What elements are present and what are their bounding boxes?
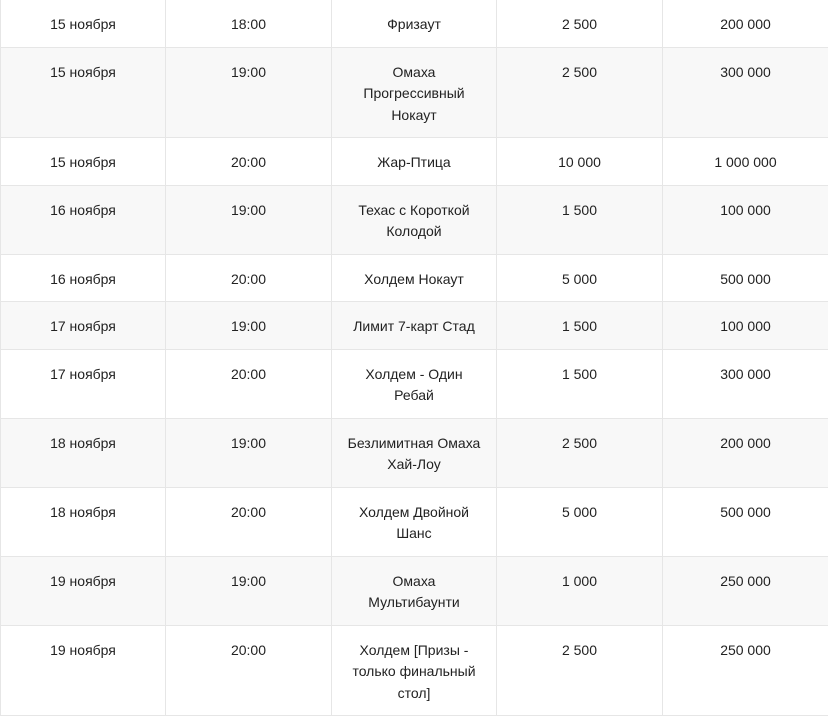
buyin-cell: 1 000	[497, 556, 663, 625]
date-cell: 15 ноября	[1, 138, 166, 186]
time-cell: 20:00	[166, 349, 332, 418]
table-row	[1, 185, 828, 254]
prize-pool-cell: 1 000 000	[663, 138, 828, 186]
buyin-cell: 1 500	[497, 349, 663, 418]
schedule-table-body	[1, 0, 828, 716]
date-cell: 19 ноября	[1, 625, 166, 716]
tournament-name-cell: Холдем Двойной Шанс	[332, 487, 497, 556]
buyin-cell: 10 000	[497, 138, 663, 186]
prize-pool-cell: 300 000	[663, 47, 828, 138]
tournament-name-cell: Техас с Короткой Колодой	[332, 185, 497, 254]
table-row	[1, 349, 828, 418]
tournament-name-cell: Безлимитная Омаха Хай-Лоу	[332, 418, 497, 487]
date-cell: 18 ноября	[1, 487, 166, 556]
date-cell: 17 ноября	[1, 302, 166, 350]
prize-pool-cell: 200 000	[663, 0, 828, 47]
time-cell: 18:00	[166, 0, 332, 47]
table-row	[1, 625, 828, 716]
tournament-name-cell: Холдем - Один Ребай	[332, 349, 497, 418]
date-cell: 18 ноября	[1, 418, 166, 487]
buyin-cell: 2 500	[497, 0, 663, 47]
time-cell: 19:00	[166, 418, 332, 487]
tournament-name-cell: Жар-Птица	[332, 138, 497, 186]
date-cell: 16 ноября	[1, 185, 166, 254]
prize-pool-cell: 100 000	[663, 302, 828, 350]
table-row	[1, 556, 828, 625]
date-cell: 19 ноября	[1, 556, 166, 625]
date-cell: 16 ноября	[1, 254, 166, 302]
buyin-cell: 5 000	[497, 487, 663, 556]
buyin-cell: 2 500	[497, 418, 663, 487]
prize-pool-cell: 250 000	[663, 556, 828, 625]
prize-pool-cell: 500 000	[663, 254, 828, 302]
table-row	[1, 302, 828, 350]
tournament-name-cell: Омаха Прогрессивный Нокаут	[332, 47, 497, 138]
date-cell: 15 ноября	[1, 0, 166, 47]
time-cell: 19:00	[166, 302, 332, 350]
table-row	[1, 254, 828, 302]
time-cell: 20:00	[166, 254, 332, 302]
tournament-name-cell: Фризаут	[332, 0, 497, 47]
time-cell: 19:00	[166, 556, 332, 625]
time-cell: 20:00	[166, 487, 332, 556]
prize-pool-cell: 100 000	[663, 185, 828, 254]
date-cell: 17 ноября	[1, 349, 166, 418]
table-row	[1, 0, 828, 47]
time-cell: 19:00	[166, 47, 332, 138]
buyin-cell: 1 500	[497, 302, 663, 350]
tournament-name-cell: Холдем Нокаут	[332, 254, 497, 302]
buyin-cell: 5 000	[497, 254, 663, 302]
prize-pool-cell: 200 000	[663, 418, 828, 487]
time-cell: 20:00	[166, 138, 332, 186]
table-row	[1, 487, 828, 556]
prize-pool-cell: 300 000	[663, 349, 828, 418]
buyin-cell: 2 500	[497, 47, 663, 138]
table-row	[1, 418, 828, 487]
time-cell: 19:00	[166, 185, 332, 254]
prize-pool-cell: 500 000	[663, 487, 828, 556]
time-cell: 20:00	[166, 625, 332, 716]
date-cell: 15 ноября	[1, 47, 166, 138]
tournament-name-cell: Холдем [Призы - только финальный стол]	[332, 625, 497, 716]
buyin-cell: 1 500	[497, 185, 663, 254]
table-row	[1, 138, 828, 186]
buyin-cell: 2 500	[497, 625, 663, 716]
table-row	[1, 47, 828, 138]
tournament-name-cell: Лимит 7-карт Стад	[332, 302, 497, 350]
prize-pool-cell: 250 000	[663, 625, 828, 716]
tournament-name-cell: Омаха Мультибаунти	[332, 556, 497, 625]
